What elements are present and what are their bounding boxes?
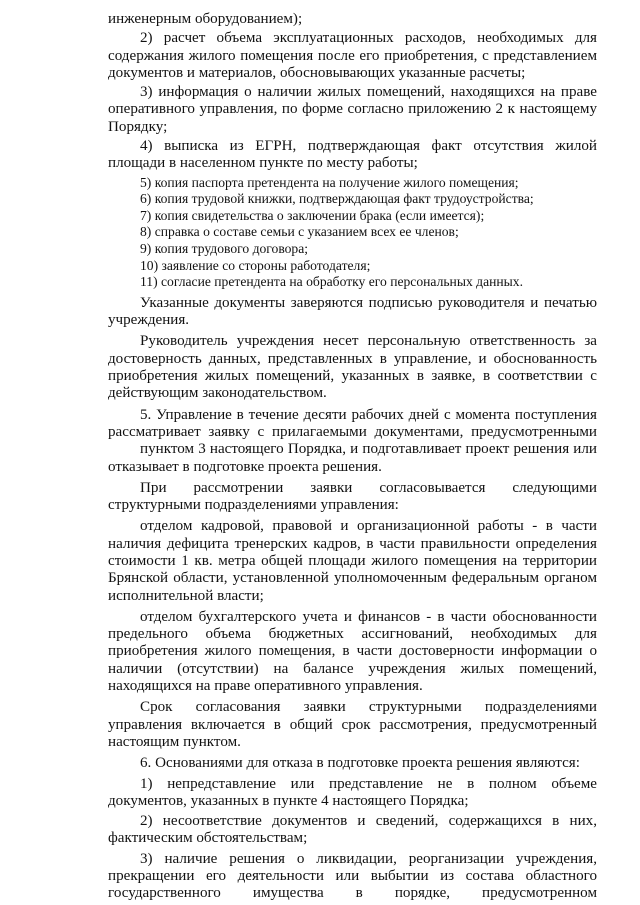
paragraph-5: 5. Управление в течение десяти рабочих дней с момента поступления рассматривает заявку с прилагаемыми документами, предусмотренными [108,406,597,440]
paragraph-responsibility: Руководитель учреждения несет персональную ответственность за достоверность данных, представленных в управление, и обоснованность приобретения жилых помещений, указанных в заявке, в соответствии с действующим законодательством. [108,333,597,402]
list-item-11: 11) согласие претендента на обработку его персональных данных. [140,274,523,290]
paragraph-6: 6. Основаниями для отказа в подготовке проекта решения являются: [140,755,580,772]
list-item-8: 8) справка о составе семьи с указанием всех ее членов; [140,224,459,240]
list-item-6: 6) копия трудовой книжки, подтверждающая факт трудоустройства; [140,191,534,207]
paragraph-approval-term: Срок согласования заявки структурными подразделениями управления включается в общий срок рассмотрения, предусмотренный настоящим пунктом. [108,699,597,750]
paragraph-certification: Указанные документы заверяются подписью руководителя и печатью учреждения. [108,294,597,329]
paragraph-5-continued: пунктом 3 настоящего Порядка, и подготавливает проект решения или отказывает в подготовке проекта решения. [108,441,597,475]
paragraph-2: 2) расчет объема эксплуатационных расходов, необходимых для содержания жилого помещения после его приобретения, с представлением документов и материалов, обосновывающих указанные расчеты; [108,30,597,81]
refusal-reason-1: 1) непредставление или представление не в полном объеме документов, указанных в пункте 4 настоящего Порядка; [108,775,597,809]
paragraph-approval: При рассмотрении заявки согласовывается следующими структурными подразделениями управления: [108,479,597,514]
paragraph-personnel-department: отделом кадровой, правовой и организационной работы - в части наличия дефицита тренерских кадров, в части правильности определения стоимости 1 кв. метра общей площади жилого помещения на территории Брянской области, установленной уполномоченным федеральным органом исполнительной власти; [108,518,597,604]
document-body [108,11,597,903]
list-item-5: 5) копия паспорта претендента на получение жилого помещения; [140,174,519,190]
paragraph-1: инженерным оборудованием); [108,11,303,27]
paragraph-4: 4) выписка из ЕГРН, подтверждающая факт отсутствия жилой площади в населенном пункте по месту работы; [108,138,597,172]
list-item-10: 10) заявление со стороны работодателя; [140,257,371,273]
refusal-reason-3: 3) наличие решения о ликвидации, реорганизации учреждения, прекращении его деятельности или выбытии из состава областного государственного имущества в порядке, предусмотренном [108,850,597,902]
paragraph-3: 3) информация о наличии жилых помещений, находящихся на праве оперативного управления, по форме согласно приложению 2 к настоящему Порядку; [108,84,597,135]
paragraph-accounting-department: отделом бухгалтерского учета и финансов - в части обоснованности предельного объема бюджетных ассигнований, необходимых для приобретения жилого помещения, в части достоверности информации о наличии (отсутствии) на балансе учреждения жилых помещений, находящихся на праве оперативного управления. [108,608,597,695]
refusal-reason-2: 2) несоответствие документов и сведений, содержащихся в них, фактическим обстоятельствам; [108,813,597,847]
list-item-7: 7) копия свидетельства о заключении брака (если имеется); [140,207,485,223]
list-item-9: 9) копия трудового договора; [140,241,309,257]
